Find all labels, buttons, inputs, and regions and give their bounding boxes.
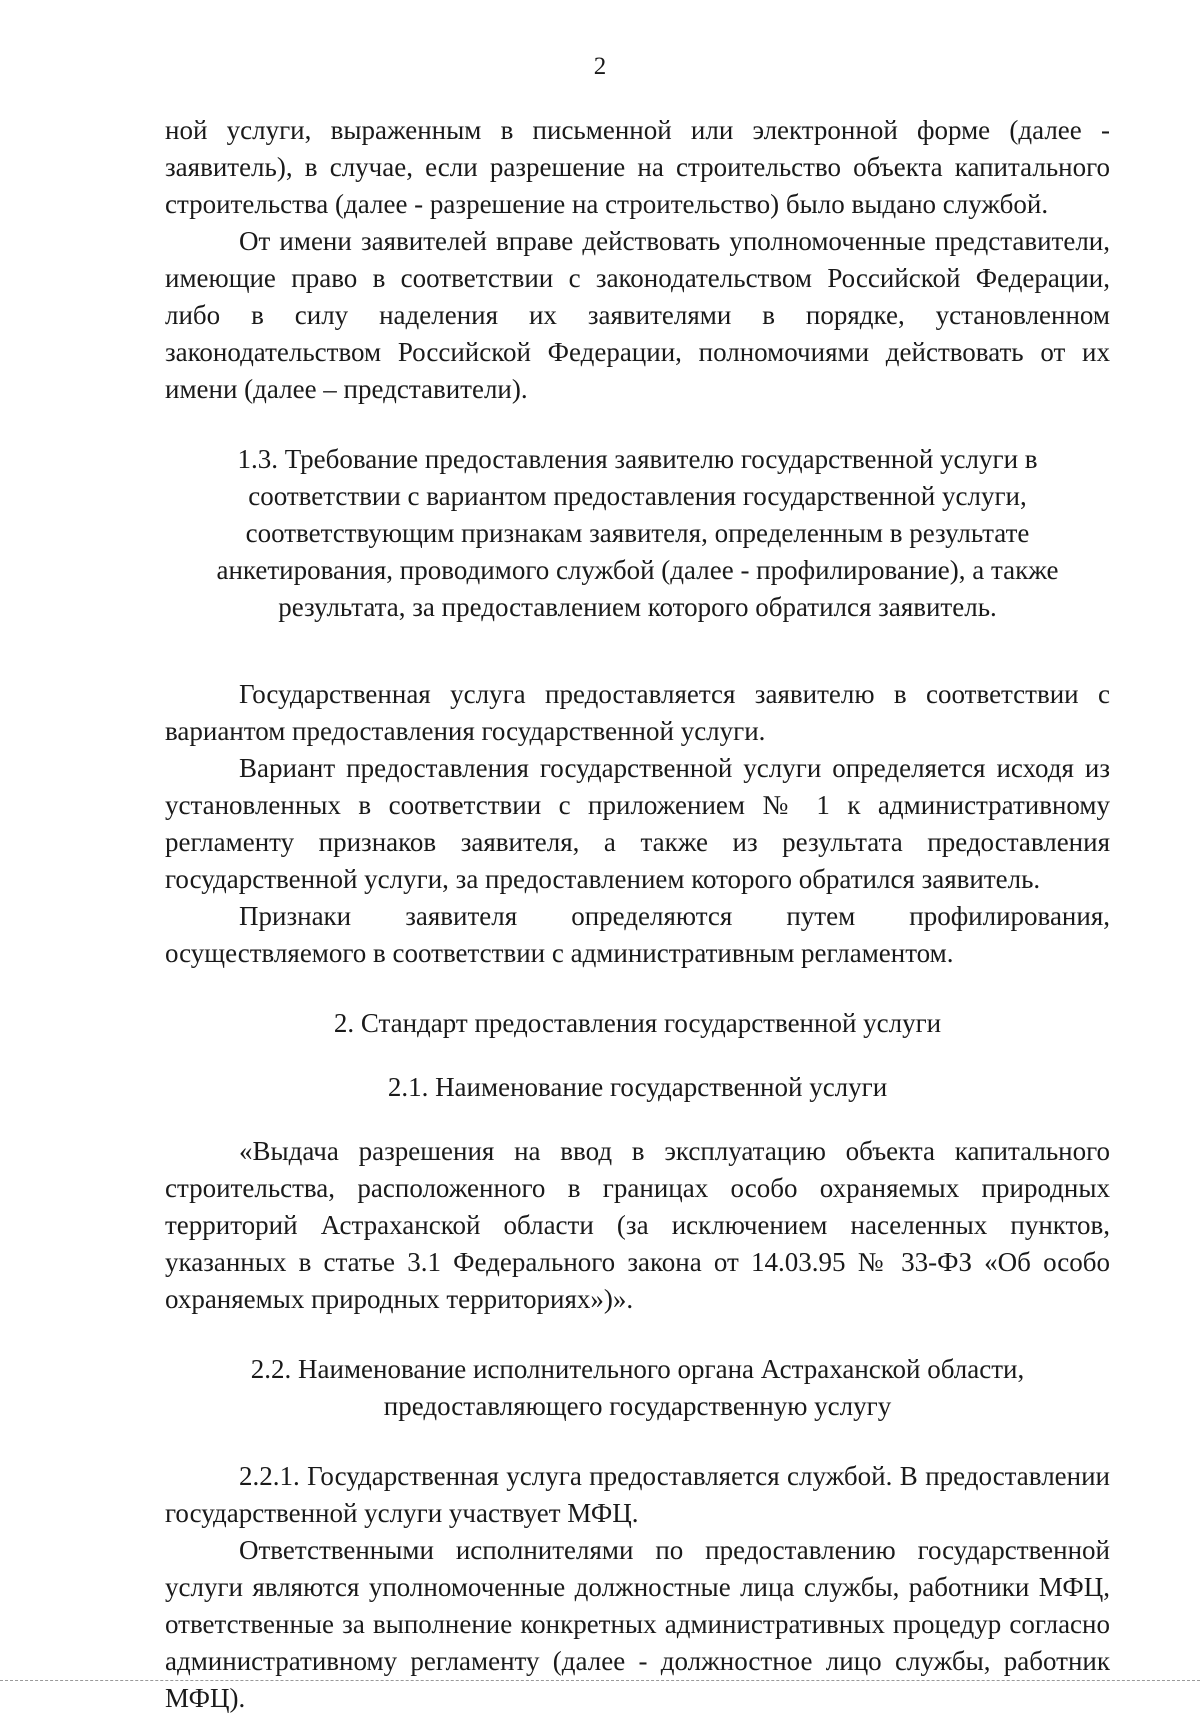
paragraph-variant-determination: Вариант предоставления государственной услуги определяется исходя из установленных в соответствии с приложением № 1 к административному регламенту признаков заявителя, а также из результата предоставления государственной услуги, за предоставлением которого обратился заявитель. — [165, 753, 1110, 894]
paragraph-applicant-definition: ной услуги, выраженным в письменной или электронной форме (далее - заявитель), в случае, если разрешение на строительство объекта капитального строительства (далее - разрешение на строительство) было выдано службой. — [165, 115, 1110, 219]
paragraph-responsible-executors: Ответственными исполнителями по предоставлению государственной услуги являются уполномоченные должностные лица службы, работники МФЦ, ответственные за выполнение конкретных административных процедур согласно административному регламенту (далее - должностное лицо службы, работник МФЦ). — [165, 1535, 1110, 1713]
page-number: 2 — [593, 53, 607, 80]
paragraph-representatives: От имени заявителей вправе действовать уполномоченные представители, имеющие право в соответствии с законодательством Российской Федерации, либо в силу наделения их заявителями в порядке, установленном законодательством Российской Федерации, полномочиями действовать от их имени (далее – представители). — [165, 226, 1110, 404]
section-heading-1-3: 1.3. Требование предоставления заявителю государственной услуги в соответствии с вариантом предоставления государственной услуги, соответствующим признакам заявителя, определенным в результате анкетирования, проводимого службой (далее - профилирование), а также результата, за предоставлением которого обратился заявитель. — [216, 444, 1059, 622]
paragraph-applicant-features: Признаки заявителя определяются путем профилирования, осуществляемого в соответствии с административным регламентом. — [165, 901, 1110, 968]
section-heading-2: 2. Стандарт предоставления государственной услуги — [333, 1008, 942, 1038]
section-heading-2-1: 2.1. Наименование государственной услуги — [387, 1072, 888, 1102]
paragraph-service-name: «Выдача разрешения на ввод в эксплуатацию объекта капитального строительства, расположенного в границах особо охраняемых природных территорий Астраханской области (за исключением населенных пунктов, указанных в статье 3.1 Федерального закона от 14.03.95 № 33-ФЗ «Об особо охраняемых природных территориях»)». — [165, 1136, 1110, 1314]
paragraph-service-variant: Государственная услуга предоставляется заявителю в соответствии с вариантом предоставления государственной услуги. — [165, 679, 1110, 746]
section-heading-2-2: 2.2. Наименование исполнительного органа Астраханской области, предоставляющего государственную услугу — [250, 1354, 1025, 1421]
scan-bottom-edge — [0, 1680, 1200, 1681]
document-body — [165, 112, 1110, 1717]
paragraph-2-2-1: 2.2.1. Государственная услуга предоставляется службой. В предоставлении государственной услуги участвует МФЦ. — [165, 1461, 1110, 1528]
